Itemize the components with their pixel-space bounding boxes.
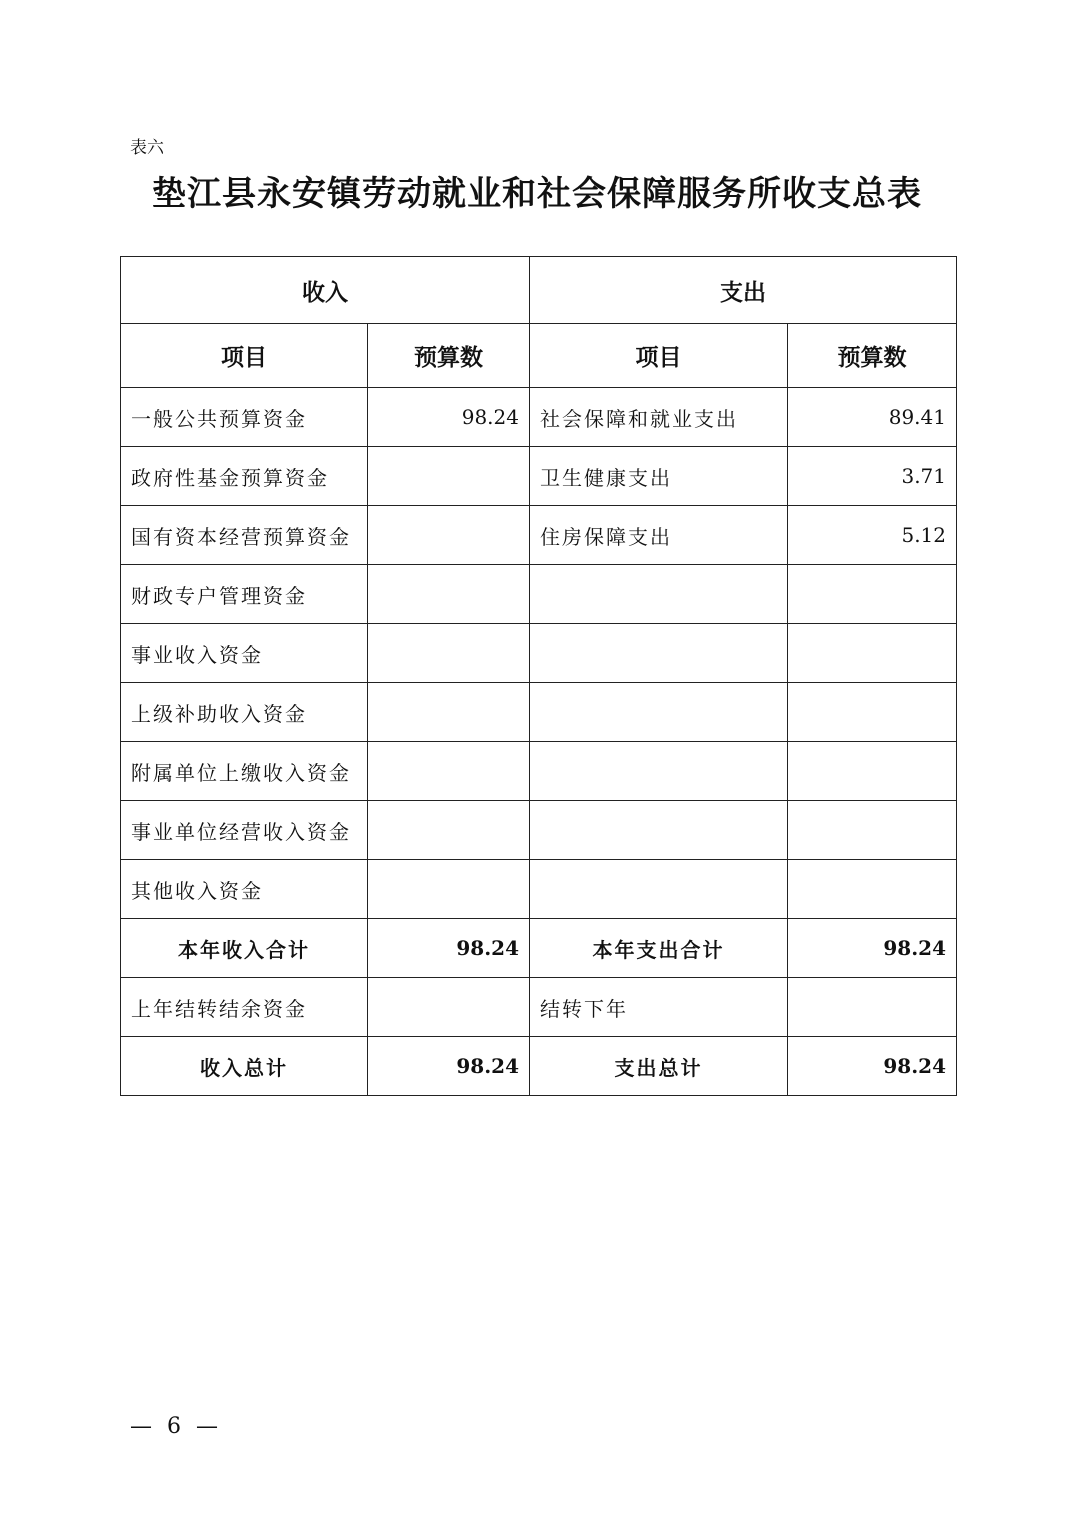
income-amount-cell bbox=[368, 860, 530, 919]
expense-item-cell bbox=[530, 860, 788, 919]
income-amount-cell bbox=[368, 506, 530, 565]
expense-year-total-amount: 98.24 bbox=[788, 919, 957, 978]
table-label: 表六 bbox=[130, 138, 164, 158]
table-row bbox=[121, 388, 957, 447]
income-amount-column-header: 预算数 bbox=[368, 324, 530, 388]
budget-table bbox=[120, 256, 957, 1096]
table-row bbox=[121, 624, 957, 683]
table-row bbox=[121, 506, 957, 565]
income-item-cell: 政府性基金预算资金 bbox=[121, 447, 368, 506]
expense-amount-column-header: 预算数 bbox=[788, 324, 957, 388]
expense-amount-cell: 89.41 bbox=[788, 388, 957, 447]
income-grand-total-label: 收入总计 bbox=[121, 1037, 368, 1096]
expense-item-cell bbox=[530, 683, 788, 742]
expense-amount-cell bbox=[788, 742, 957, 801]
expense-item-cell: 住房保障支出 bbox=[530, 506, 788, 565]
income-item-cell: 一般公共预算资金 bbox=[121, 388, 368, 447]
income-amount-cell bbox=[368, 447, 530, 506]
expense-amount-cell: 5.12 bbox=[788, 506, 957, 565]
income-item-cell: 事业收入资金 bbox=[121, 624, 368, 683]
page-number: — 6 — bbox=[130, 1414, 222, 1439]
year-total-row bbox=[121, 919, 957, 978]
expense-amount-cell bbox=[788, 565, 957, 624]
income-amount-cell bbox=[368, 624, 530, 683]
expense-year-total-label: 本年支出合计 bbox=[530, 919, 788, 978]
expense-item-cell bbox=[530, 801, 788, 860]
income-year-total-label: 本年收入合计 bbox=[121, 919, 368, 978]
table-row bbox=[121, 860, 957, 919]
page-title: 垫江县永安镇劳动就业和社会保障服务所收支总表 bbox=[152, 174, 922, 214]
income-carryover-label: 上年结转结余资金 bbox=[121, 978, 368, 1037]
income-amount-cell: 98.24 bbox=[368, 388, 530, 447]
expense-item-cell bbox=[530, 742, 788, 801]
section-header-row bbox=[121, 257, 957, 324]
expense-grand-total-amount: 98.24 bbox=[788, 1037, 957, 1096]
income-item-cell: 附属单位上缴收入资金 bbox=[121, 742, 368, 801]
income-amount-cell bbox=[368, 683, 530, 742]
expense-carryover-amount bbox=[788, 978, 957, 1037]
expense-item-column-header: 项目 bbox=[530, 324, 788, 388]
income-item-cell: 国有资本经营预算资金 bbox=[121, 506, 368, 565]
column-header-row bbox=[121, 324, 957, 388]
income-item-cell: 其他收入资金 bbox=[121, 860, 368, 919]
income-grand-total-amount: 98.24 bbox=[368, 1037, 530, 1096]
income-item-cell: 财政专户管理资金 bbox=[121, 565, 368, 624]
table-row bbox=[121, 565, 957, 624]
expense-item-cell bbox=[530, 624, 788, 683]
grand-total-row bbox=[121, 1037, 957, 1096]
table-row bbox=[121, 447, 957, 506]
expense-grand-total-label: 支出总计 bbox=[530, 1037, 788, 1096]
expense-amount-cell bbox=[788, 624, 957, 683]
income-section-header: 收入 bbox=[121, 257, 530, 324]
carryover-row bbox=[121, 978, 957, 1037]
expense-carryover-label: 结转下年 bbox=[530, 978, 788, 1037]
expense-amount-cell bbox=[788, 683, 957, 742]
expense-amount-cell bbox=[788, 860, 957, 919]
income-carryover-amount bbox=[368, 978, 530, 1037]
expense-amount-cell bbox=[788, 801, 957, 860]
expense-section-header: 支出 bbox=[530, 257, 957, 324]
income-item-cell: 事业单位经营收入资金 bbox=[121, 801, 368, 860]
income-item-column-header: 项目 bbox=[121, 324, 368, 388]
expense-item-cell bbox=[530, 565, 788, 624]
income-year-total-amount: 98.24 bbox=[368, 919, 530, 978]
income-amount-cell bbox=[368, 742, 530, 801]
income-item-cell: 上级补助收入资金 bbox=[121, 683, 368, 742]
expense-amount-cell: 3.71 bbox=[788, 447, 957, 506]
table-row bbox=[121, 683, 957, 742]
income-amount-cell bbox=[368, 801, 530, 860]
income-amount-cell bbox=[368, 565, 530, 624]
table-row bbox=[121, 801, 957, 860]
expense-item-cell: 社会保障和就业支出 bbox=[530, 388, 788, 447]
table-row bbox=[121, 742, 957, 801]
expense-item-cell: 卫生健康支出 bbox=[530, 447, 788, 506]
